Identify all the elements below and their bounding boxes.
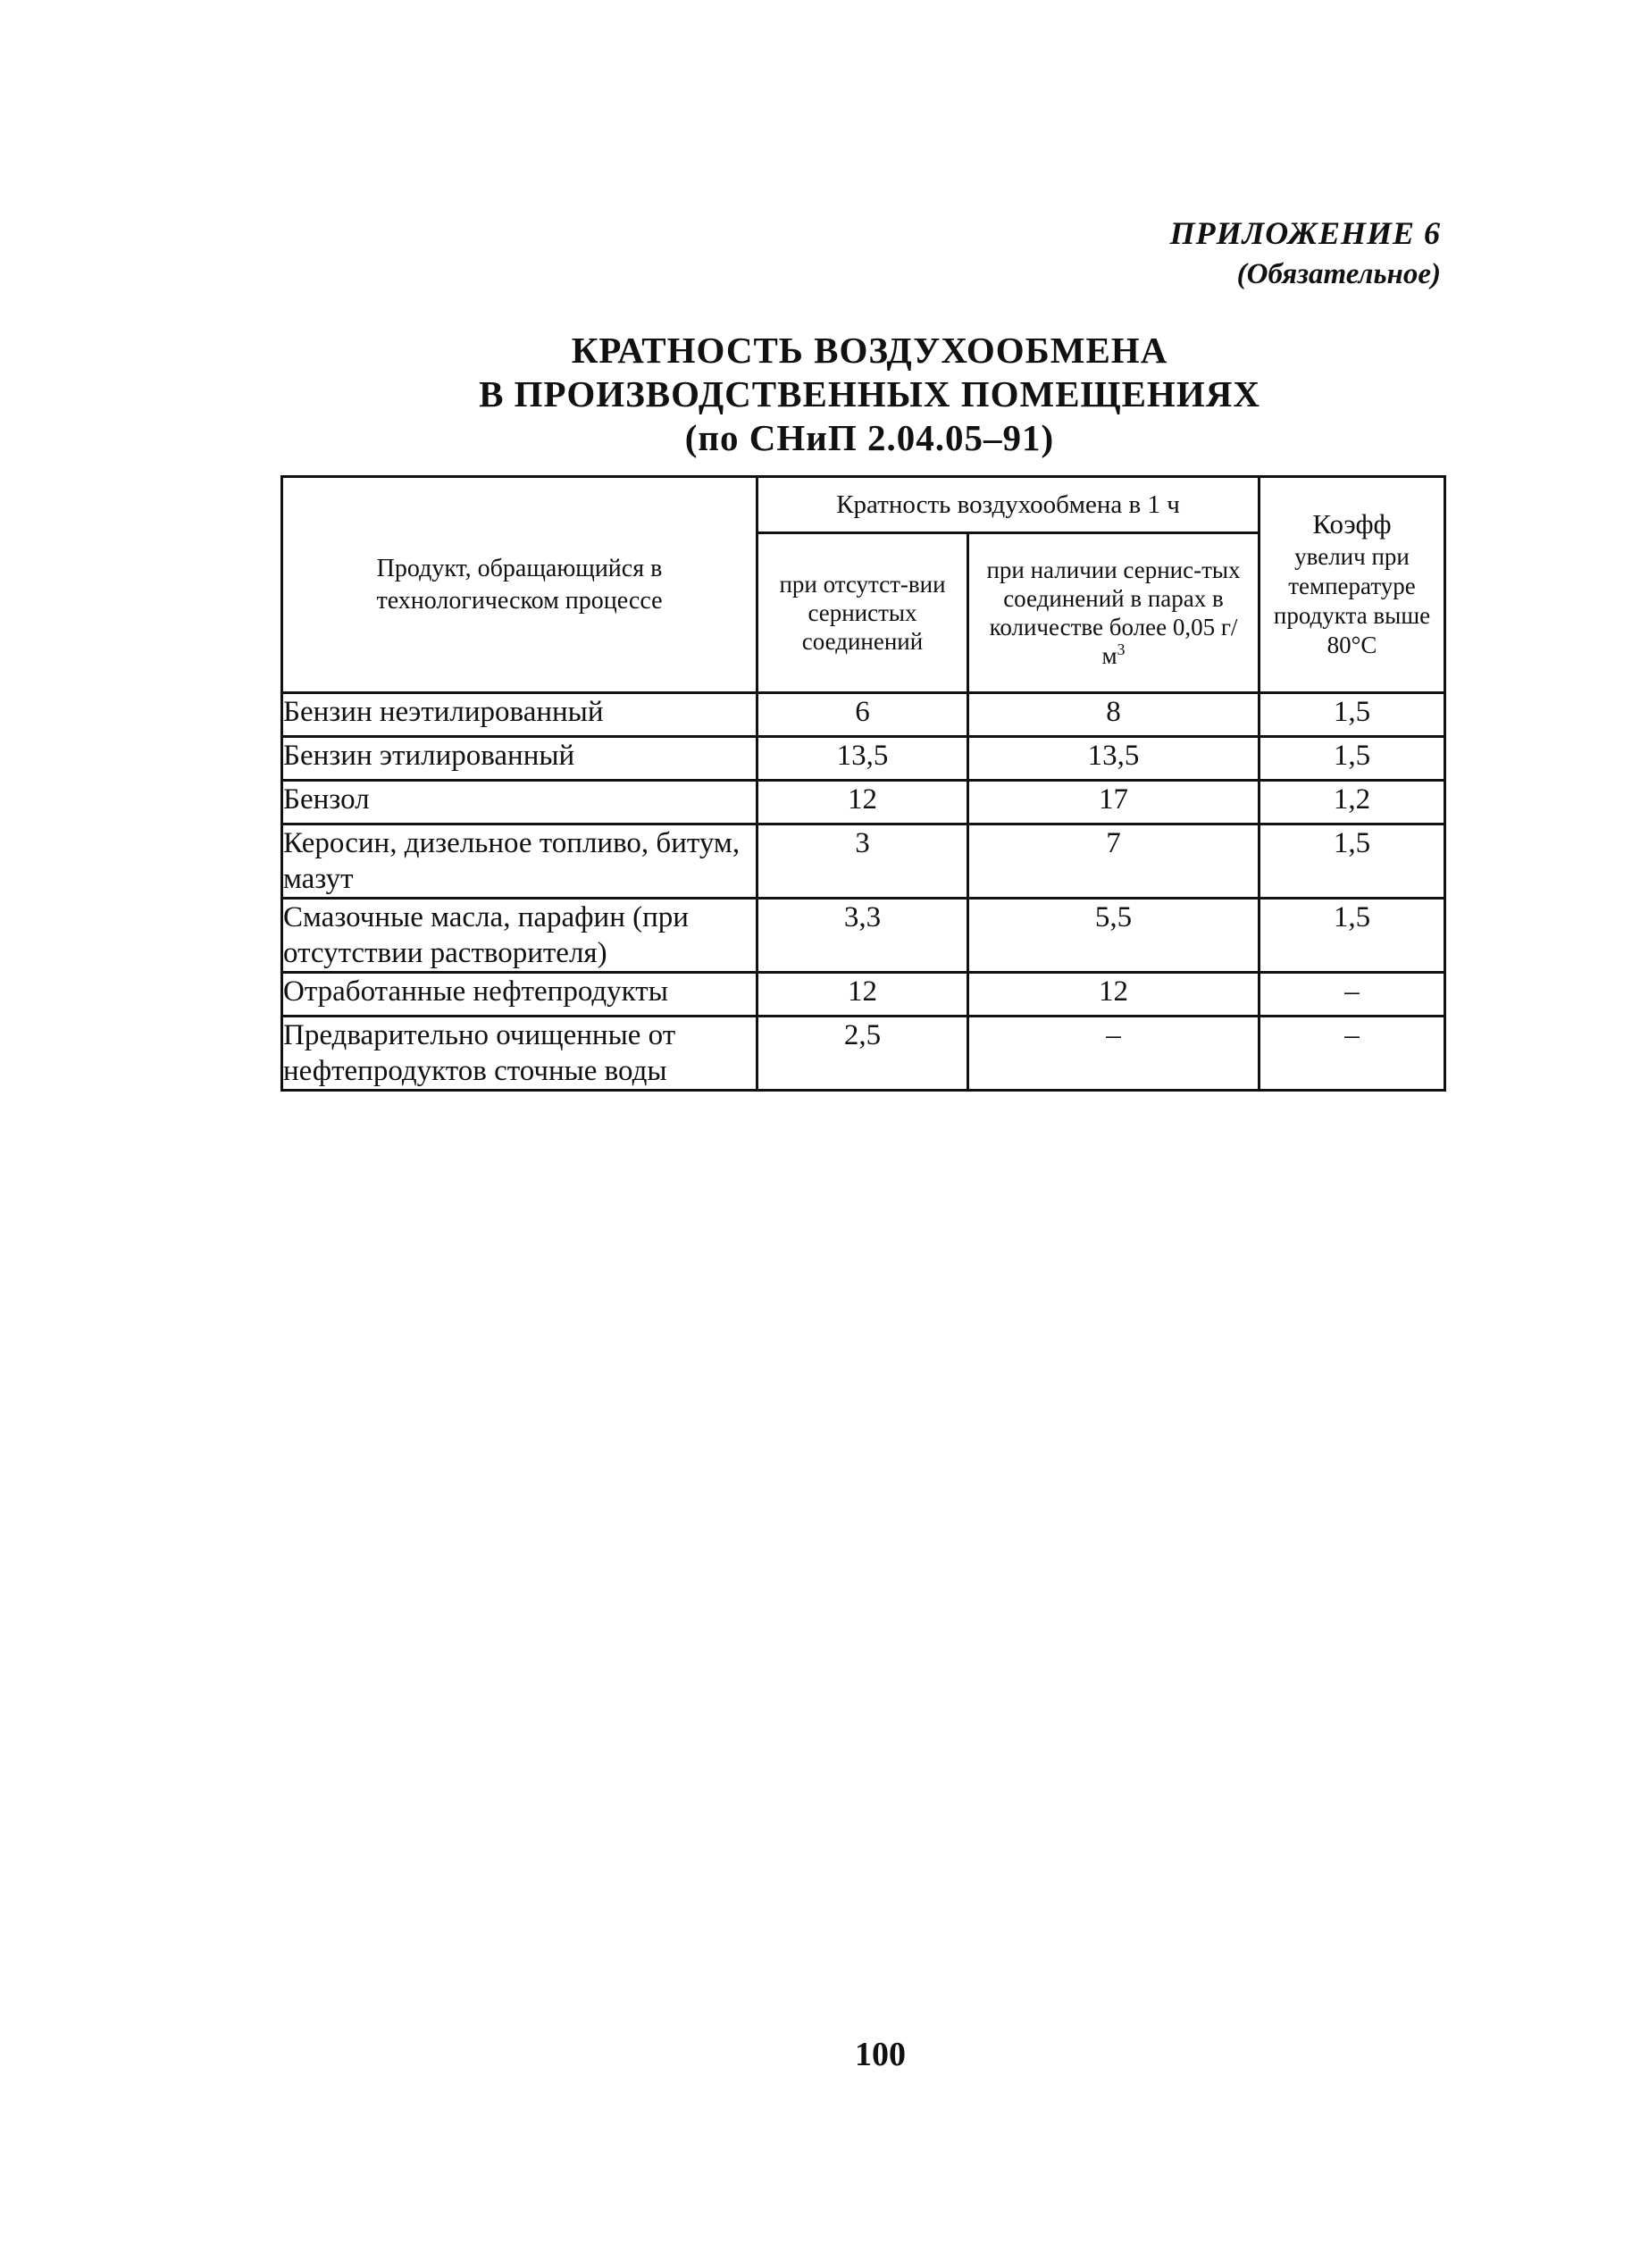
cell-without-sulfur: 3,3 [757,899,968,973]
cell-with-sulfur: 7 [968,824,1260,899]
column-header-product-text: Продукт, обращающийся в технологическом процессе [376,554,663,615]
cell-product: Бензин неэтилированный [282,693,757,737]
table-row [282,973,1445,1017]
cell-without-sulfur: 12 [757,973,968,1017]
appendix-status: (Обязательное) [1236,258,1441,290]
column-header-with-sulfur-text: при наличии сернис-тых соединений в парах в количестве более 0,05 г/м [986,557,1241,669]
appendix-header [1170,213,1441,295]
column-header-group: Кратность воздухообмена в 1 ч [757,477,1260,533]
cell-with-sulfur: – [968,1017,1260,1091]
title-line-2: В ПРОИЗВОДСТВЕННЫХ ПОМЕЩЕНИЯХ [479,373,1260,414]
cell-coefficient: 1,5 [1260,824,1445,899]
cell-product: Предварительно очищенные от нефтепродуктов сточные воды [282,1017,757,1091]
cell-coefficient: 1,5 [1260,899,1445,973]
cell-product: Бензин этилированный [282,737,757,781]
table-row [282,693,1445,737]
table-row [282,824,1445,899]
column-header-coefficient [1260,477,1445,693]
cell-with-sulfur: 5,5 [968,899,1260,973]
cell-product: Керосин, дизельное топливо, битум, мазут [282,824,757,899]
page-number-text: 100 [855,2036,906,2073]
table-body [282,693,1445,1091]
appendix-label: ПРИЛОЖЕНИЕ 6 [1169,215,1441,251]
cell-with-sulfur: 12 [968,973,1260,1017]
cell-product: Смазочные масла, парафин (при отсутствии растворителя) [282,899,757,973]
column-header-without-sulfur [757,533,968,693]
coefficient-text: увелич при температуре продукта выше 80°С [1273,543,1431,658]
column-header-without-sulfur-text: при отсутст-вии сернистых соединений [779,571,946,655]
cell-with-sulfur: 8 [968,693,1260,737]
superscript-3: 3 [1117,640,1126,658]
title-line-1: КРАТНОСТЬ ВОЗДУХООБМЕНА [571,330,1168,371]
cell-without-sulfur: 3 [757,824,968,899]
page-number [0,2035,1632,2074]
table-row [282,1017,1445,1091]
cell-without-sulfur: 6 [757,693,968,737]
cell-without-sulfur: 13,5 [757,737,968,781]
cell-without-sulfur: 12 [757,781,968,824]
column-header-product [282,477,757,693]
cell-product: Отработанные нефтепродукты [282,973,757,1017]
table-row [282,737,1445,781]
cell-with-sulfur: 13,5 [968,737,1260,781]
cell-with-sulfur: 17 [968,781,1260,824]
cell-coefficient: 1,5 [1260,693,1445,737]
cell-coefficient: 1,5 [1260,737,1445,781]
cell-coefficient: 1,2 [1260,781,1445,824]
title-line-3: (по СНиП 2.04.05–91) [684,417,1055,458]
page-title [0,329,1632,460]
table-row [282,899,1445,973]
cell-coefficient: – [1260,973,1445,1017]
cell-without-sulfur: 2,5 [757,1017,968,1091]
coefficient-title: Коэфф [1312,508,1392,540]
cell-product: Бензол [282,781,757,824]
air-exchange-table [280,475,1446,1092]
table-row [282,781,1445,824]
column-header-with-sulfur [968,533,1260,693]
cell-coefficient: – [1260,1017,1445,1091]
